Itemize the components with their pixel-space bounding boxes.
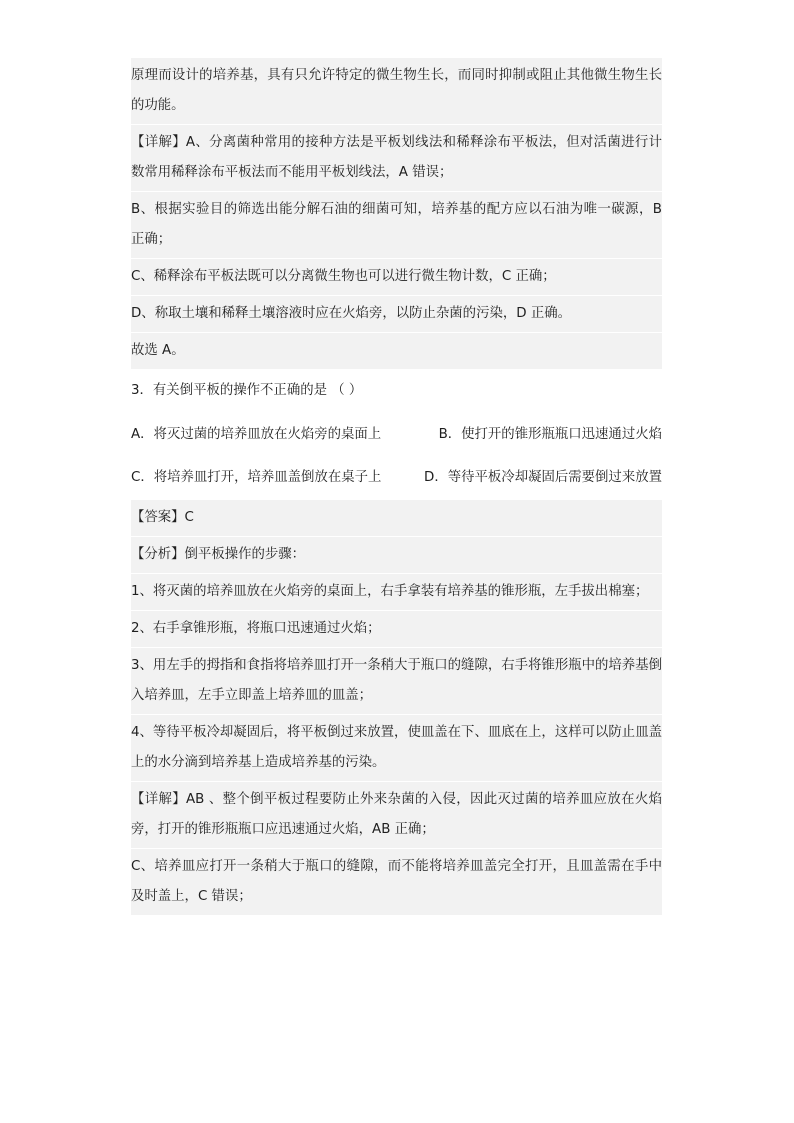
- choices-row-cd: [131, 457, 662, 500]
- option-d: D．等待平板冷却凝固后需要倒过来放置: [424, 470, 662, 485]
- detail-paragraph-a: 【详解】A、分离菌种常用的接种方法是平板划线法和稀释涂布平板法，但对活菌进行计数常用稀释涂布平板法而不能用平板划线法，A 错误；: [131, 125, 662, 192]
- step3-paragraph: 3、用左手的拇指和食指将培养皿打开一条稍大于瓶口的缝隙，右手将锥形瓶中的培养基倒入培养皿，左手立即盖上培养皿的皿盖；: [131, 648, 662, 715]
- detail-c-paragraph: C、培养皿应打开一条稍大于瓶口的缝隙，而不能将培养皿盖完全打开，且皿盖需在手中及时盖上，C 错误；: [131, 849, 662, 916]
- option-a: A．将灭过菌的培养皿放在火焰旁的桌面上: [131, 427, 382, 442]
- detail-ab-paragraph: 【详解】AB 、整个倒平板过程要防止外来杂菌的入侵，因此灭过菌的培养皿应放在火焰旁，打开的锥形瓶瓶口应迅速通过火焰，AB 正确；: [131, 782, 662, 849]
- intro-paragraph: 原理而设计的培养基，具有只允许特定的微生物生长，而同时抑制或阻止其他微生物生长的功能。: [131, 58, 662, 125]
- detail-paragraph-b: B、根据实验目的筛选出能分解石油的细菌可知，培养基的配方应以石油为唯一碳源，B 正确；: [131, 192, 662, 259]
- step1-paragraph: 1、将灭菌的培养皿放在火焰旁的桌面上，右手拿装有培养基的锥形瓶，左手拔出棉塞；: [131, 574, 662, 611]
- document-page: [131, 58, 662, 916]
- detail-paragraph-d: D、称取土壤和稀释土壤溶液时应在火焰旁，以防止杂菌的污染，D 正确。: [131, 296, 662, 333]
- answer-paragraph: 【答案】C: [131, 500, 662, 537]
- step4-paragraph: 4、等待平板冷却凝固后，将平板倒过来放置，使皿盖在下、皿底在上，这样可以防止皿盖上的水分滴到培养基上造成培养基的污染。: [131, 715, 662, 782]
- explanation-block-previous: [131, 58, 662, 370]
- option-c: C．将培养皿打开，培养皿盖倒放在桌子上: [131, 470, 382, 485]
- conclusion-paragraph: 故选 A。: [131, 333, 662, 370]
- question-stem: 3．有关倒平板的操作不正确的是 （ ）: [131, 370, 662, 414]
- detail-paragraph-c: C、稀释涂布平板法既可以分离微生物也可以进行微生物计数，C 正确；: [131, 259, 662, 296]
- question-block: [131, 370, 662, 500]
- choices-row-ab: [131, 414, 662, 457]
- explanation-block-question3: [131, 500, 662, 916]
- step2-paragraph: 2、右手拿锥形瓶，将瓶口迅速通过火焰；: [131, 611, 662, 648]
- option-b: B．使打开的锥形瓶瓶口迅速通过火焰: [438, 427, 662, 442]
- analysis-paragraph: 【分析】倒平板操作的步骤：: [131, 537, 662, 574]
